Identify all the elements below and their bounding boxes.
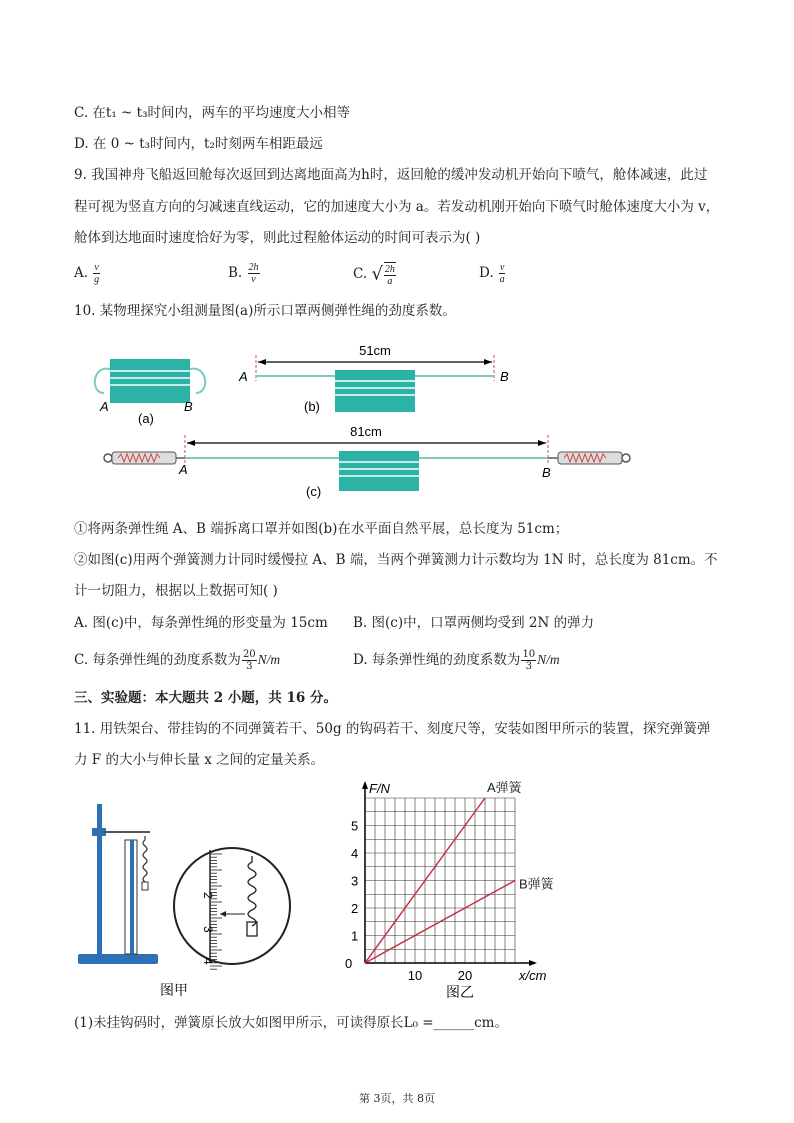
label-a: A bbox=[179, 462, 188, 477]
q11-text-line-2: 力 F 的大小与伸长量 x 之间的定量关系。 bbox=[74, 752, 325, 768]
q10-step-1: ①将两条弹性绳 A、B 端拆离口罩并如图(b)在水平面自然平展，总长度为 51cm； bbox=[74, 521, 569, 537]
chart-grid bbox=[365, 798, 515, 963]
caption-jia: 图甲 bbox=[160, 982, 188, 998]
q9-text-line-1: 9. 我国神舟飞船返回舱每次返回到达离地面高为h时，返回舱的缓冲发动机开始向下喷气，舱体减速，此过 bbox=[74, 167, 708, 183]
option-label: B. bbox=[228, 265, 243, 281]
q10-option-b: B. 图(c)中，口罩两侧均受到 2N 的弹力 bbox=[353, 615, 595, 631]
spring bbox=[143, 836, 147, 882]
length-c: 81cm bbox=[350, 424, 382, 439]
y-tick-label: 5 bbox=[351, 818, 359, 834]
figure-jia bbox=[70, 796, 300, 1004]
x-tick-label: 20 bbox=[457, 968, 473, 983]
q10-option-c bbox=[74, 649, 280, 672]
figure-yi-chart bbox=[335, 773, 560, 1003]
option-label: C. bbox=[353, 266, 368, 282]
option-label: A. bbox=[74, 265, 89, 281]
spring-scale-right bbox=[548, 452, 630, 464]
label-a: A bbox=[239, 369, 248, 384]
q10-step-3: 计一切阻力，根据以上数据可知( ) bbox=[74, 583, 278, 599]
q10-option-a: A. 图(c)中，每条弹性绳的形变量为 15cm bbox=[74, 615, 328, 631]
caption-b: (b) bbox=[304, 399, 320, 414]
q10-option-d bbox=[353, 649, 560, 672]
numerator: v bbox=[94, 262, 99, 273]
stand-rod bbox=[97, 804, 102, 956]
length-b: 51cm bbox=[359, 343, 391, 358]
y-tick-label: 1 bbox=[351, 928, 359, 944]
denominator: 3 bbox=[246, 661, 253, 672]
x-axis-arrow bbox=[529, 960, 537, 966]
x-axis-label: x/cm bbox=[519, 968, 547, 983]
y-tick-label: 2 bbox=[351, 901, 359, 916]
origin-label: 0 bbox=[345, 956, 353, 971]
q9-option-d bbox=[479, 262, 506, 285]
section-heading: 三、实验题：本大题共 2 小题，共 16 分。 bbox=[74, 690, 337, 706]
mask-b bbox=[238, 343, 509, 414]
y-axis-arrow bbox=[362, 781, 368, 789]
q9-option-c bbox=[353, 262, 397, 287]
mask-a bbox=[95, 359, 205, 426]
label-b: B bbox=[542, 465, 551, 480]
unit: N/m bbox=[537, 652, 560, 667]
option-label: D. bbox=[479, 265, 494, 281]
mask-figure bbox=[84, 335, 644, 505]
magnifier-circle bbox=[174, 848, 290, 964]
option-text: D. 每条弹性绳的劲度系数为 bbox=[353, 652, 521, 668]
q9-option-a bbox=[74, 262, 101, 285]
label-b: B bbox=[184, 399, 193, 414]
tick-label: 3 bbox=[201, 926, 215, 933]
q10-text: 10. 某物理探究小组测量图(a)所示口罩两侧弹性绳的劲度系数。 bbox=[74, 303, 456, 319]
label-b: B bbox=[500, 369, 509, 384]
label-a: A bbox=[100, 399, 109, 414]
numerator: 2h bbox=[384, 264, 395, 275]
chart-labels bbox=[345, 780, 555, 1000]
stand-base bbox=[78, 954, 158, 964]
fraction bbox=[384, 262, 396, 287]
y-tick-label: 4 bbox=[351, 846, 359, 861]
y-axis-label: F/N bbox=[369, 781, 390, 796]
fraction bbox=[499, 262, 505, 285]
numerator: v bbox=[499, 262, 505, 273]
q10-step-2: ②如图(c)用两个弹簧测力计同时缓慢拉 A、B 端，当两个弹簧测力计示数均为 1N 时，总长度为 81cm。不 bbox=[74, 552, 718, 568]
fraction bbox=[248, 262, 260, 285]
denominator: a bbox=[499, 274, 505, 285]
denominator: g bbox=[94, 274, 100, 285]
q9-option-b bbox=[228, 262, 261, 285]
series-label: A弹簧 bbox=[487, 780, 522, 795]
q8-option-c: C. 在t₁ ~ t₃时间内，两车的平均速度大小相等 bbox=[74, 105, 350, 121]
series-label: B弹簧 bbox=[519, 876, 554, 892]
sqrt-sign: √ bbox=[371, 263, 383, 285]
denominator: a bbox=[387, 276, 393, 287]
x-tick-label: 10 bbox=[407, 968, 423, 983]
q9-text-line-2: 程可视为竖直方向的匀减速直线运动，它的加速度大小为 a。若发动机刚开始向下喷气时舱体速度大小为 v， bbox=[74, 199, 720, 215]
option-text: C. 每条弹性绳的劲度系数为 bbox=[74, 652, 241, 668]
y-tick-label: 3 bbox=[351, 873, 359, 889]
mask-c bbox=[104, 424, 630, 499]
denominator: 3 bbox=[525, 661, 532, 672]
fraction bbox=[242, 649, 257, 672]
q11-text-line-1: 11. 用铁架台、带挂钩的不同弹簧若干、50g 的钩码若干、刻度尺等，安装如图甲所示的装置，探究弹簧弹 bbox=[74, 721, 711, 737]
tick-label: 4 bbox=[201, 958, 215, 965]
numerator: 10 bbox=[522, 649, 536, 660]
fraction bbox=[521, 649, 536, 672]
q9-text-line-3: 舱体到达地面时速度恰好为零，则此过程舱体运动的时间可表示为( ) bbox=[74, 230, 481, 246]
caption-c: (c) bbox=[306, 484, 322, 499]
numerator: 20 bbox=[242, 649, 256, 660]
caption-yi: 图乙 bbox=[446, 984, 474, 1000]
chart-axes bbox=[362, 781, 537, 966]
spring-scale-left bbox=[104, 452, 185, 464]
unit: N/m bbox=[257, 652, 281, 667]
numerator: 2h bbox=[248, 262, 259, 273]
fraction bbox=[93, 262, 99, 285]
denominator: v bbox=[251, 274, 256, 285]
caption-a: (a) bbox=[138, 411, 154, 426]
q8-option-d: D. 在 0 ~ t₃时间内，t₂时刻两车相距最远 bbox=[74, 136, 323, 152]
page-footer: 第 3页，共 8页 bbox=[359, 1092, 435, 1105]
q11-subquestion-1: (1)未挂钩码时，弹簧原长放大如图甲所示，可读得原长L₀ =______cm。 bbox=[74, 1015, 508, 1031]
tick-label: 2 bbox=[201, 892, 215, 899]
